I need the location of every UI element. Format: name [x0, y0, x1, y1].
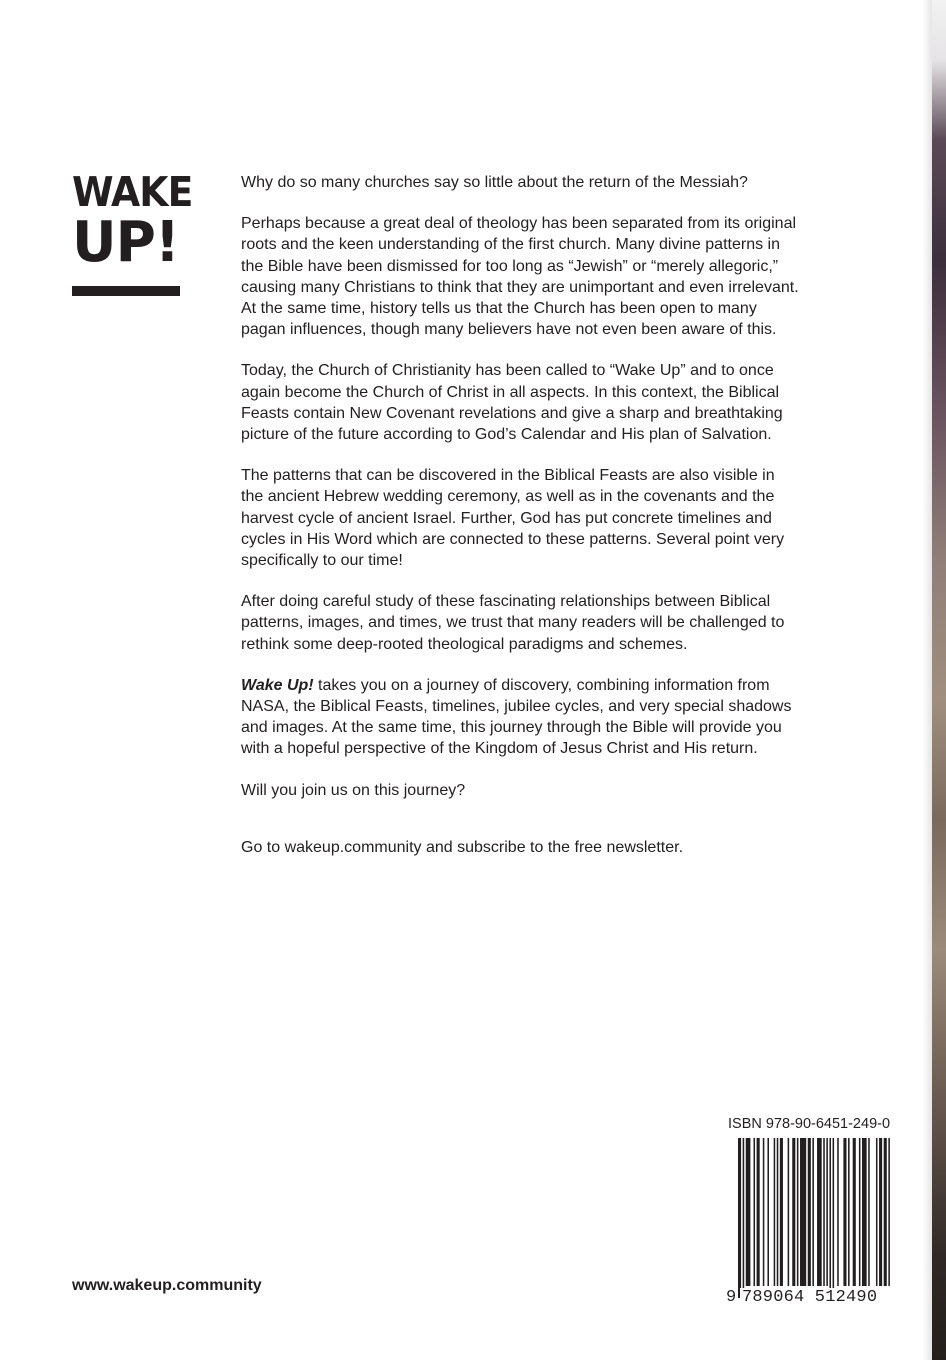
book-title-inline: Wake Up!	[241, 676, 314, 694]
website-url[interactable]: www.wakeup.community	[72, 1277, 262, 1294]
barcode-bar	[777, 1138, 779, 1286]
back-cover-text	[241, 172, 801, 878]
barcode-bar	[797, 1138, 799, 1286]
barcode-bar	[792, 1138, 795, 1286]
barcode-bar	[788, 1138, 790, 1286]
barcode-bar	[763, 1138, 765, 1286]
barcode-bar	[812, 1138, 814, 1286]
logo-line-up: UP!	[72, 210, 179, 275]
barcode-bar	[879, 1138, 882, 1286]
barcode-bar	[859, 1138, 861, 1286]
barcode-bar	[837, 1138, 839, 1286]
barcode-bar	[746, 1138, 751, 1286]
barcode-bar	[738, 1138, 741, 1298]
barcode-leading-digit: 9	[726, 1288, 737, 1307]
barcode-bar	[823, 1138, 825, 1286]
barcode-bar	[829, 1138, 831, 1298]
barcode-bar	[843, 1138, 846, 1286]
paragraph-theology: Perhaps because a great deal of theology has been separated from its original roots and the keen understanding of the first church. Many divine patterns in the Bible have been dismissed for too long as “Jewish” or “merely allegoric,” causing many Christians to think that they are unimportant and even irrelevant. At the same time, history tells us that the Church has been open to many pagan influences, though many believers have not even been aware of this.	[241, 215, 799, 339]
paragraph-study: After doing careful study of these fascinating relationships between Biblical patterns, images, and times, we trust that many readers will be challenged to rethink some deep-rooted theological paradigms and schemes.	[241, 593, 785, 653]
paragraph-journey-text: takes you on a journey of discovery, combining information from NASA, the Biblical Feasts, timelines, jubilee cycles, and very special shadows and images. At the same time, this journey through the Bible will provide you with a hopeful perspective of the Kingdom of Jesus Christ and His return.	[241, 676, 792, 758]
barcode-bar	[853, 1138, 856, 1286]
logo-underline-bar	[72, 286, 180, 296]
barcode-bar	[833, 1138, 835, 1298]
paragraph-invitation: Will you join us on this journey?	[241, 781, 466, 799]
cover-spine-edge	[932, 0, 946, 1360]
barcode-bar	[774, 1138, 776, 1286]
edge-shade	[922, 0, 932, 1360]
paragraph-question: Why do so many churches say so little about the return of the Messiah?	[241, 174, 748, 191]
isbn-barcode	[724, 1138, 896, 1306]
barcode-digit-groups: 789064 512490	[742, 1288, 878, 1307]
barcode-bar	[817, 1138, 822, 1286]
paragraph-patterns: The patterns that can be discovered in the Biblical Feasts are also visible in the ancient Hebrew wedding ceremony, as well as in the covenants and the harvest cycle of ancient Israel. Further, God has put concrete timelines and cycles in His Word which are connected to these patterns. Several point very specifically to our time!	[241, 467, 785, 570]
wake-up-logo	[72, 168, 202, 275]
barcode-bar	[754, 1138, 756, 1286]
barcode-bar	[884, 1138, 887, 1286]
barcode-bar	[800, 1138, 806, 1286]
barcode-bars	[724, 1138, 896, 1298]
barcode-bar	[757, 1138, 760, 1286]
isbn-label: ISBN 978-90-6451-249-0	[728, 1116, 891, 1132]
paragraph-newsletter: Go to wakeup.community and subscribe to the free newsletter.	[241, 838, 684, 856]
barcode-bar	[780, 1138, 783, 1286]
barcode-bar	[862, 1138, 867, 1286]
paragraph-journey	[241, 675, 801, 760]
barcode-bar	[743, 1138, 745, 1298]
barcode-bar	[848, 1138, 850, 1286]
barcode-bar	[808, 1138, 811, 1286]
barcode-bar	[868, 1138, 870, 1286]
barcode-bar	[888, 1138, 890, 1286]
paragraph-wake-up-call: Today, the Church of Christianity has been called to “Wake Up” and to once again become the Church of Christ in all aspects. In this context, the Biblical Feasts contain New Covenant revelations and give a sharp and breathtaking picture of the future according to God’s Calendar and His plan of Salvation.	[241, 362, 783, 444]
barcode-bar	[826, 1138, 828, 1286]
logo-line-wake: WAKE	[72, 168, 193, 216]
barcode-bar	[876, 1138, 878, 1286]
barcode-bar	[767, 1138, 769, 1286]
